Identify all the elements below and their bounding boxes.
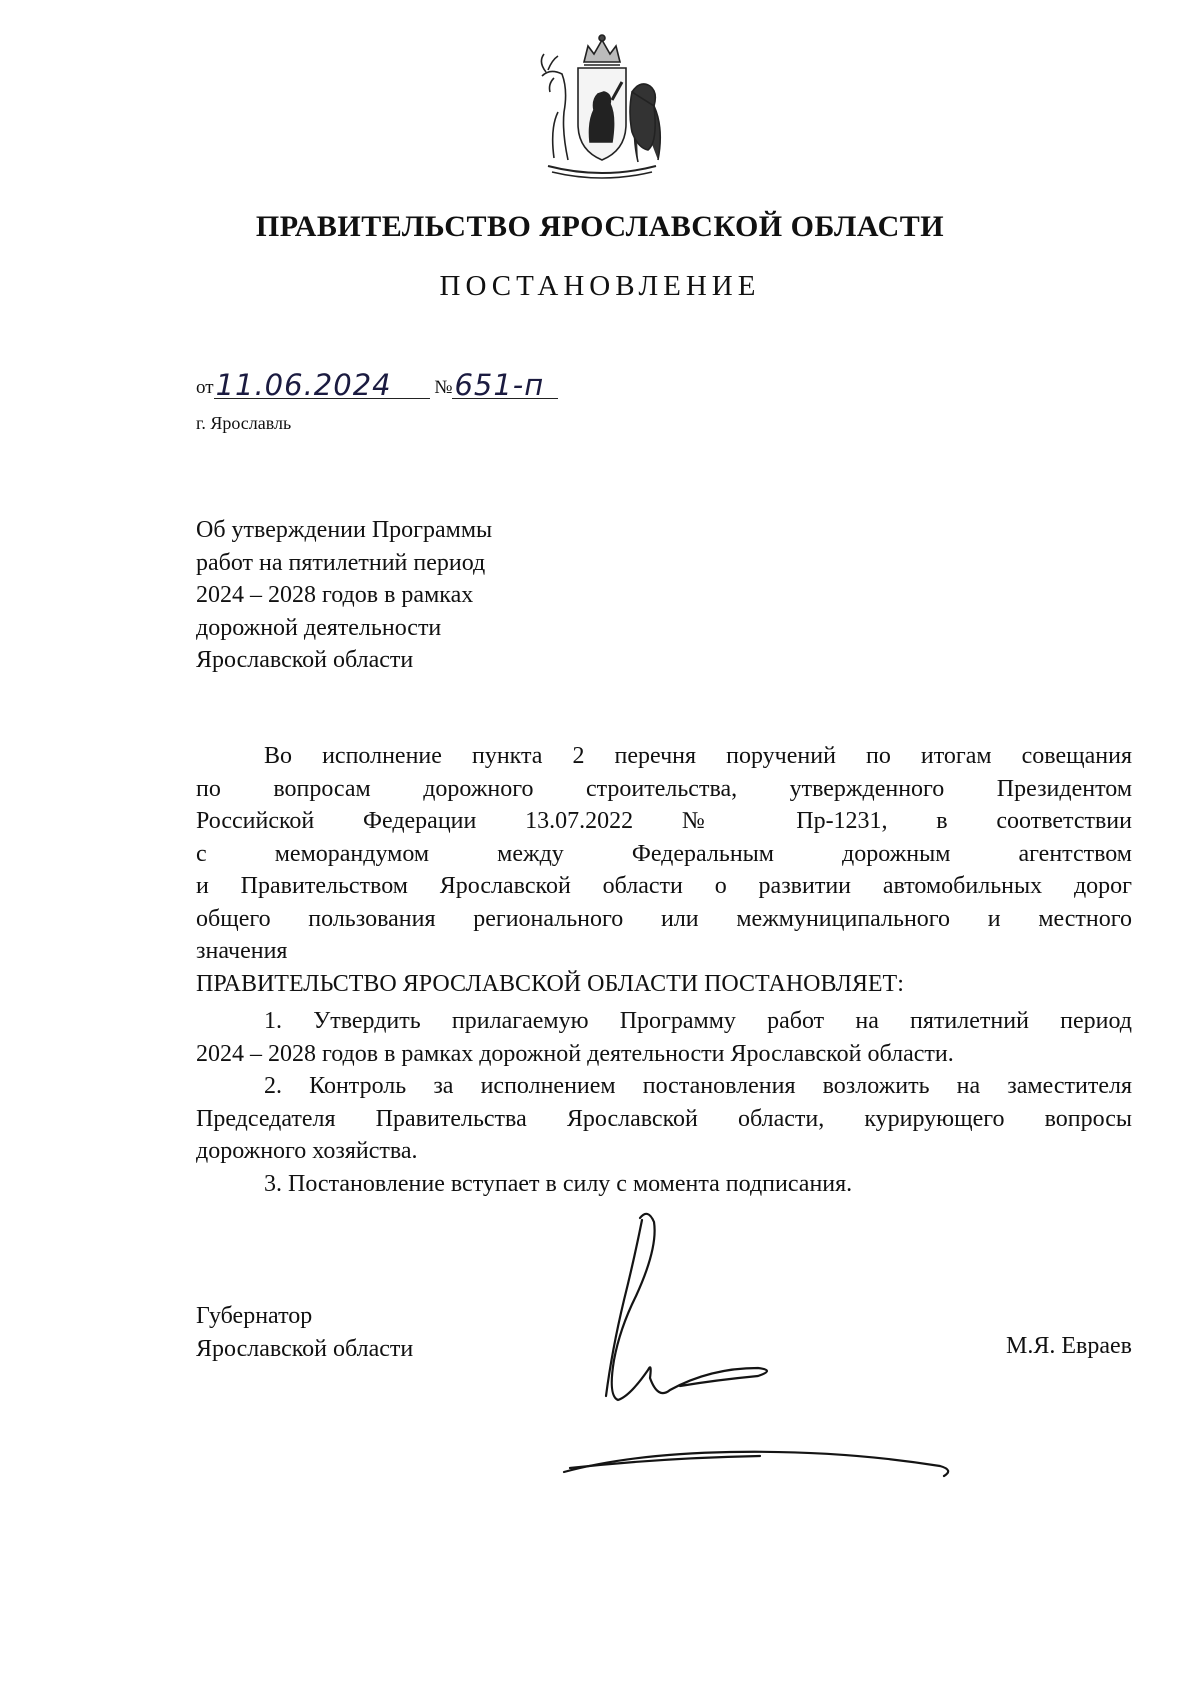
item-1-line: 1. Утвердить прилагаемую Программу работ на пятилетний период (264, 1008, 1132, 1034)
subject-line: дорожной деятельности (196, 614, 442, 641)
item-2-line: 2. Контроль за исполнением постановления возложить на заместителя (264, 1073, 1132, 1099)
preamble-line: общего пользования регионального или межмуниципального и местного (196, 905, 1132, 932)
subject-line: работ на пятилетний период (196, 549, 486, 576)
decree-items (196, 1005, 1132, 1200)
document-type: ПОСТАНОВЛЕНИЕ (439, 270, 761, 302)
number-prefix: № (434, 377, 453, 398)
item-3-line: 3. Постановление вступает в силу с момента подписания. (264, 1170, 853, 1197)
item-2-line: Председателя Правительства Ярославской области, курирующего вопросы (196, 1105, 1132, 1132)
registration-line (196, 368, 558, 402)
subject-line: 2024 – 2028 годов в рамках (196, 582, 474, 608)
document-subject (196, 514, 492, 677)
preamble-line: по вопросам дорожного строительства, утвержденного Президентом (196, 775, 1132, 802)
subject-line: Об утверждении Программы (196, 517, 493, 543)
preamble-line: значения (196, 938, 288, 964)
city: г. Ярославль (196, 413, 292, 433)
preamble-line: Российской Федерации 13.07.2022 № Пр-1231, в соответствии (196, 808, 1132, 834)
coat-of-arms-emblem (528, 32, 676, 184)
preamble-paragraph (196, 740, 1132, 968)
subject-line: Ярославской области (196, 647, 414, 673)
handwritten-signature (540, 1200, 1010, 1500)
handwritten-date: 11.06.2024 (215, 368, 392, 402)
handwritten-number: 651-п (454, 368, 545, 402)
date-prefix: от (196, 377, 214, 398)
signer-title (196, 1300, 413, 1366)
decree-phrase: ПРАВИТЕЛЬСТВО ЯРОСЛАВСКОЙ ОБЛАСТИ ПОСТАНОВЛЯЕТ: (196, 971, 904, 997)
date-field (214, 368, 430, 402)
signer-title-line: Губернатор (196, 1303, 313, 1329)
number-field (452, 368, 558, 402)
signer-name: М.Я. Евраев (1006, 1333, 1132, 1359)
item-2-line: дорожного хозяйства. (196, 1138, 418, 1164)
preamble-line: и Правительством Ярославской области о развитии автомобильных дорог (196, 873, 1132, 899)
signer-title-line: Ярославской области (196, 1336, 414, 1362)
item-1-line: 2024 – 2028 годов в рамках дорожной деятельности Ярославской области. (196, 1040, 954, 1067)
government-title: ПРАВИТЕЛЬСТВО ЯРОСЛАВСКОЙ ОБЛАСТИ (255, 210, 945, 243)
preamble-line: Во исполнение пункта 2 перечня поручений по итогам совещания (264, 743, 1132, 769)
preamble-line: с меморандумом между Федеральным дорожным агентством (196, 840, 1132, 867)
